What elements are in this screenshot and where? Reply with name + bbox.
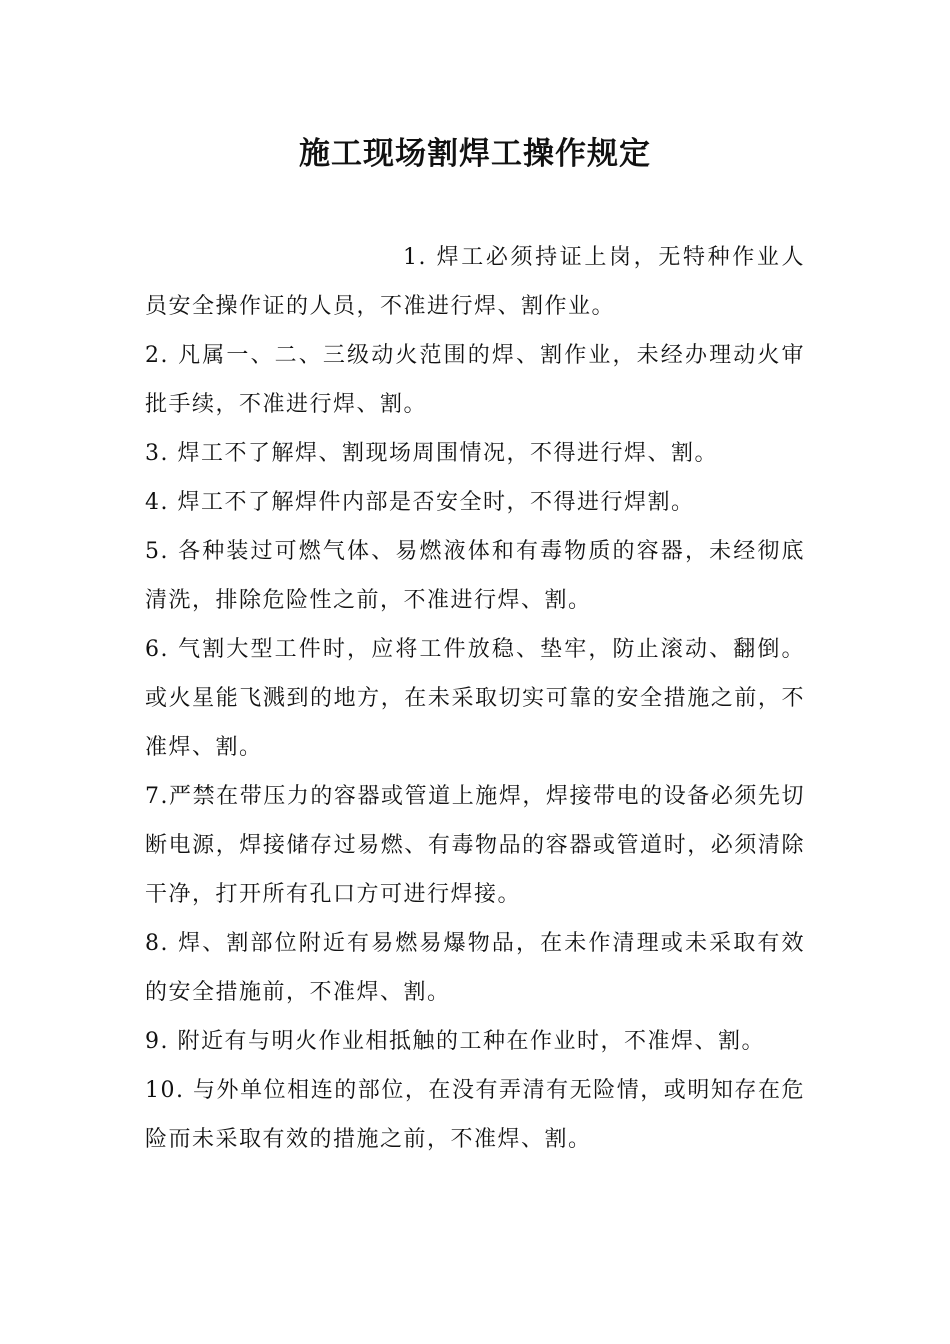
list-item: 1. 焊工必须持证上岗，无特种作业人员安全操作证的人员，不准进行焊、割作业。 — [145, 245, 805, 319]
list-item: 9. 附近有与明火作业相抵触的工种在作业时，不准焊、割。 — [145, 1029, 765, 1054]
list-item: 6. 气割大型工件时，应将工件放稳、垫牢，防止滚动、翻倒。或火星能飞溅到的地方，在未采取切实可靠的安全措施之前，不准焊、割。 — [145, 637, 805, 760]
regulation-list — [145, 233, 805, 1164]
list-item: 3. 焊工不了解焊、割现场周围情况，不得进行焊、割。 — [145, 441, 718, 466]
page-title: 施工现场割焊工操作规定 — [299, 136, 651, 172]
list-item: 7.严禁在带压力的容器或管道上施焊，焊接带电的设备必须先切断电源，焊接储存过易燃、有毒物品的容器或管道时，必须清除干净，打开所有孔口方可进行焊接。 — [145, 784, 805, 907]
list-item: 5. 各种装过可燃气体、易燃液体和有毒物质的容器，未经彻底清洗，排除危险性之前，不准进行焊、割。 — [145, 539, 805, 613]
list-item: 8. 焊、割部位附近有易燃易爆物品，在未作清理或未采取有效的安全措施前，不准焊、割。 — [145, 931, 805, 1005]
list-item: 10. 与外单位相连的部位，在没有弄清有无险情，或明知存在危险而未采取有效的措施之前，不准焊、割。 — [145, 1078, 805, 1152]
list-item: 4. 焊工不了解焊件内部是否安全时，不得进行焊割。 — [145, 490, 695, 515]
list-item: 2. 凡属一、二、三级动火范围的焊、割作业，未经办理动火审批手续，不准进行焊、割。 — [145, 343, 805, 417]
